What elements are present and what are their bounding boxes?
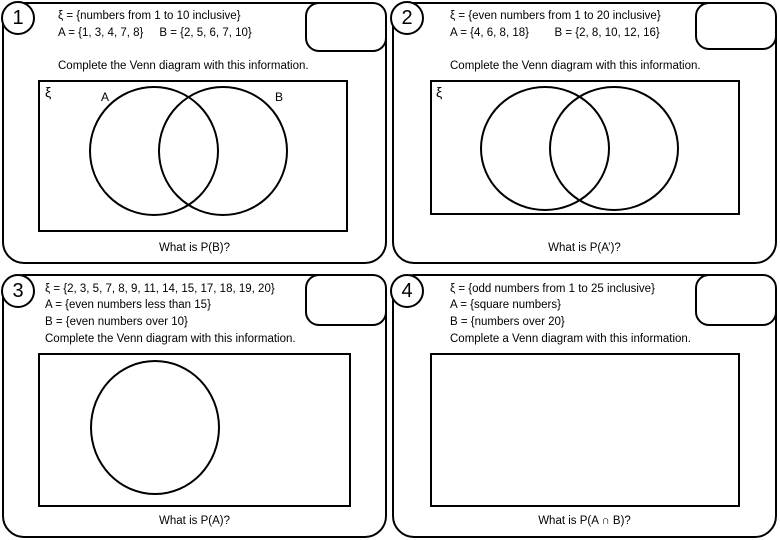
- answer-box-4[interactable]: [695, 274, 777, 326]
- venn-circle-b-2: [549, 86, 679, 211]
- xi-symbol-2: ξ: [436, 84, 443, 100]
- set-b-3: B = {even numbers over 10}: [45, 316, 188, 328]
- answer-box-3[interactable]: [305, 274, 387, 326]
- question-number-3: 3: [1, 274, 35, 308]
- sets-line-2: A = {4, 6, 8, 18} B = {2, 8, 10, 12, 16}: [450, 27, 660, 39]
- universal-set-3: ξ = {2, 3, 5, 7, 8, 9, 11, 14, 15, 17, 18, 19, 20}: [45, 283, 275, 295]
- question-number-2: 2: [390, 1, 424, 35]
- venn-circle-3: [90, 360, 220, 495]
- answer-box-1[interactable]: [305, 2, 387, 52]
- question-2: What is P(A’)?: [548, 242, 621, 254]
- universal-set-1: ξ = {numbers from 1 to 10 inclusive}: [58, 10, 241, 22]
- xi-symbol-1: ξ: [45, 84, 52, 100]
- set-a-4: A = {square numbers}: [450, 299, 561, 311]
- venn-label-a: A: [101, 90, 110, 104]
- venn-drawing-area-4[interactable]: [430, 353, 740, 507]
- universal-set-4: ξ = {odd numbers from 1 to 25 inclusive}: [450, 283, 655, 295]
- venn-circle-b-1: [158, 86, 288, 216]
- sets-line-1: A = {1, 3, 4, 7, 8} B = {2, 5, 6, 7, 10}: [58, 27, 252, 39]
- question-number-4: 4: [390, 274, 424, 308]
- venn-label-b: B: [275, 90, 284, 104]
- universal-set-2: ξ = {even numbers from 1 to 20 inclusive}: [450, 10, 661, 22]
- question-4: What is P(A ∩ B)?: [538, 515, 631, 527]
- instruction-2: Complete the Venn diagram with this information.: [450, 60, 701, 72]
- instruction-4: Complete a Venn diagram with this information.: [450, 333, 691, 345]
- question-3: What is P(A)?: [159, 515, 230, 527]
- instruction-3: Complete the Venn diagram with this information.: [45, 333, 296, 345]
- instruction-1: Complete the Venn diagram with this information.: [58, 60, 309, 72]
- question-1: What is P(B)?: [159, 242, 230, 254]
- answer-box-2[interactable]: [695, 2, 777, 50]
- question-number-1: 1: [1, 1, 35, 35]
- set-a-3: A = {even numbers less than 15}: [45, 299, 211, 311]
- set-b-4: B = {numbers over 20}: [450, 316, 565, 328]
